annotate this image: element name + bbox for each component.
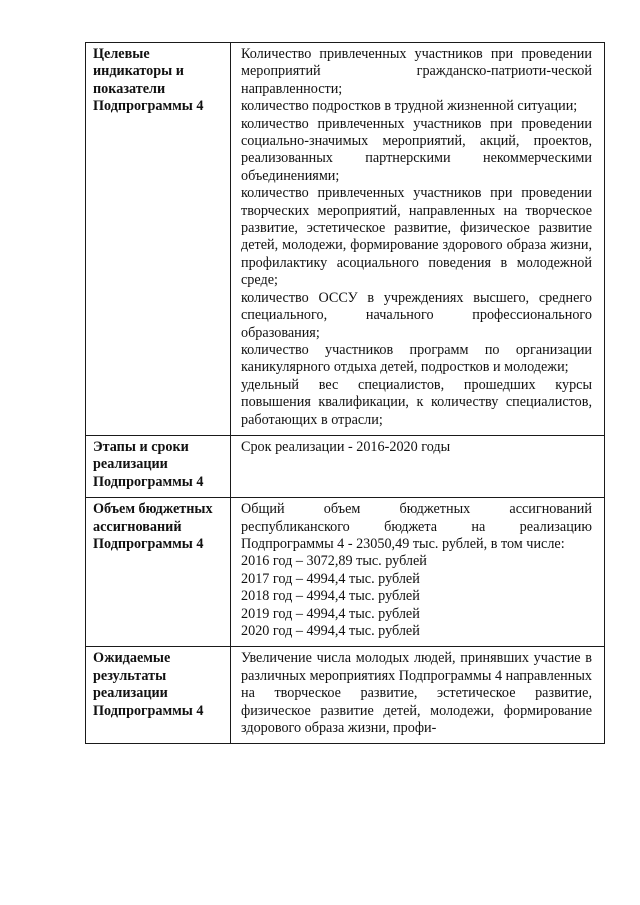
label-line: реализации <box>93 685 168 702</box>
budget-year-line: 2018 год – 4994,4 тыс. рублей <box>241 588 420 605</box>
content-stages-terms <box>231 435 605 497</box>
label-line: Подпрограммы 4 <box>93 98 204 115</box>
label-line: результаты <box>93 667 167 684</box>
label-line: реализации <box>93 456 168 473</box>
budget-year-line: 2017 год – 4994,4 тыс. рублей <box>241 570 420 587</box>
label-line: показатели <box>93 80 166 97</box>
label-line: индикаторы и <box>93 63 184 80</box>
label-line: Целевые <box>93 46 150 62</box>
label-line: Этапы и сроки <box>93 438 189 455</box>
label-target-indicators <box>86 43 231 436</box>
budget-year-line: 2020 год – 4994,4 тыс. рублей <box>241 623 420 639</box>
budget-year-line: 2016 год – 3072,89 тыс. рублей <box>241 553 427 570</box>
row-target-indicators <box>86 43 605 436</box>
label-line: ассигнований <box>93 518 182 535</box>
label-line: Подпрограммы 4 <box>93 702 204 719</box>
expected-results-text: Увеличение числа молодых людей, принявших участие в различных мероприятиях Подпрограммы 4 направленных на творческое развитие, эстетическое развитие, физическое развитие детей, молодежи, формирование здорового образа жизни, профи- <box>241 650 592 737</box>
indicator-item: Количество привлеченных участников при проведении мероприятий гражданско-патриоти-ческой направленности; <box>241 46 592 97</box>
budget-year-line: 2019 год – 4994,4 тыс. рублей <box>241 605 420 622</box>
label-line: Ожидаемые <box>93 650 171 667</box>
indicator-item: количество привлеченных участников при проведении социально-значимых мероприятий, акций, проектов, реализованных партнерскими некоммерческими объединениями; <box>241 115 592 184</box>
passport-table <box>85 42 605 744</box>
indicator-item: количество привлеченных участников при проведении творческих мероприятий, направленных на творческое развитие, эстетическое развитие, физическое развитие детей, молодежи, формирование здорового образа жизни, профилактику асоциального поведения в молодежной среде; <box>241 185 592 289</box>
label-expected-results <box>86 647 231 744</box>
content-expected-results <box>231 647 605 744</box>
row-stages-terms <box>86 435 605 497</box>
content-budget <box>231 498 605 647</box>
label-stages-terms <box>86 435 231 497</box>
row-budget <box>86 498 605 647</box>
indicator-item: удельный вес специалистов, прошедших курсы повышения квалификации, к количеству специалистов, работающих в отрасли; <box>241 376 592 428</box>
label-budget <box>86 498 231 647</box>
content-target-indicators <box>231 43 605 436</box>
budget-intro: Общий объем бюджетных ассигнований республиканского бюджета на реализацию Подпрограммы 4 - 23050,49 тыс. рублей, в том числе: <box>241 501 592 552</box>
implementation-period: Срок реализации - 2016-2020 годы <box>241 438 451 455</box>
label-line: Подпрограммы 4 <box>93 473 204 490</box>
label-line: Объем бюджетных <box>93 501 213 518</box>
label-line: Подпрограммы 4 <box>93 535 204 552</box>
indicator-item: количество ОССУ в учреждениях высшего, среднего специального, начального профессионального образования; <box>241 289 592 341</box>
row-expected-results <box>86 647 605 744</box>
indicator-item: количество участников программ по организации каникулярного отдыха детей, подростков и молодежи; <box>241 341 592 376</box>
indicator-item: количество подростков в трудной жизненной ситуации; <box>241 98 578 115</box>
